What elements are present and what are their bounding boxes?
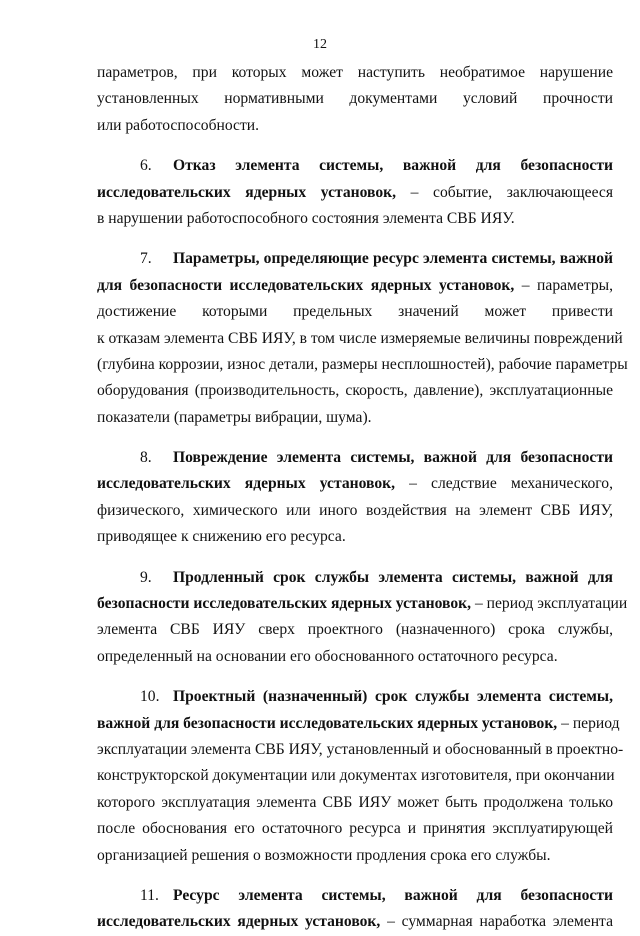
definition-8	[97, 445, 613, 551]
text-line: показатели (параметры вибрации, шума).	[97, 408, 372, 426]
text-line: приводящее к снижению его ресурса.	[97, 528, 346, 546]
term: исследовательских ядерных установок,	[97, 475, 396, 493]
text-line	[97, 591, 628, 617]
page-number: 12	[313, 37, 327, 52]
text-line	[97, 471, 613, 497]
term: исследовательских ядерных установок,	[97, 183, 397, 201]
text-line: элемента СВБ ИЯУ сверх проектного (назначенного) срока службы,	[97, 621, 613, 639]
text-line: параметров, при которых может наступить необратимое нарушение	[97, 64, 613, 81]
item-number: 6.	[140, 157, 152, 175]
item-number: 7.	[140, 250, 152, 268]
item-number: 8.	[140, 449, 152, 467]
term: Отказ элемента системы, важной для безопасности	[173, 157, 613, 175]
term: Проектный (назначенный) срок службы элемента системы,	[173, 688, 613, 706]
term: Ресурс элемента системы, важной для безопасности	[173, 886, 613, 904]
definition-9	[97, 565, 628, 671]
text-line: конструкторской документации или документах изготовителя, при окончании	[97, 767, 615, 785]
definition-7	[97, 246, 628, 431]
definition-text: – период эксплуатации	[471, 595, 628, 613]
term: для безопасности исследовательских ядерных установок,	[97, 276, 515, 294]
paragraph-continuation	[97, 60, 613, 139]
definition-text: – следствие механического,	[395, 475, 613, 493]
text-line	[97, 565, 613, 591]
text-line	[97, 246, 613, 272]
definition-text: – событие, заключающееся	[396, 183, 613, 201]
text-line: после обоснования его остаточного ресурса и принятия эксплуатирующей	[97, 820, 613, 838]
text-line	[97, 445, 613, 471]
text-line	[97, 273, 613, 299]
text-line	[97, 684, 613, 710]
text-line: оборудования (производительность, скорость, давление), эксплуатационные	[97, 382, 613, 400]
text-line: физического, химического или иного воздействия на элемент СВБ ИЯУ,	[97, 501, 613, 519]
text-line: (глубина коррозии, износ детали, размеры несплошностей), рабочие параметры	[97, 355, 628, 373]
text-line: в нарушении работоспособного состояния элемента СВБ ИЯУ.	[97, 209, 515, 227]
term: Продленный срок службы элемента системы, важной для	[173, 568, 613, 586]
term: безопасности исследовательских ядерных установок,	[97, 595, 472, 613]
text-line: или работоспособности.	[97, 116, 260, 134]
term: исследовательских ядерных установок,	[97, 913, 381, 931]
text-line: достижение которыми предельных значений может привести	[97, 303, 613, 321]
text-line	[97, 153, 613, 179]
definition-6	[97, 153, 613, 232]
text-line: установленных нормативными документами условий прочности	[97, 90, 613, 108]
text-line	[97, 180, 613, 206]
definition-text: – параметры,	[514, 276, 614, 294]
term: важной для безопасности исследовательских ядерных установок,	[97, 714, 558, 732]
definition-11	[97, 883, 613, 936]
item-number: 9.	[140, 568, 152, 586]
item-number: 11.	[140, 886, 159, 904]
term: Повреждение элемента системы, важной для безопасности	[173, 449, 613, 467]
definition-text: – суммарная наработка элемента	[380, 913, 613, 931]
text-line: которого эксплуатация элемента СВБ ИЯУ может быть продолжена только	[97, 793, 613, 811]
definition-text: – период	[557, 714, 620, 732]
text-line: эксплуатации элемента СВБ ИЯУ, установленный и обоснованный в проектно-	[97, 740, 624, 758]
text-line	[97, 883, 613, 909]
item-number: 10.	[140, 688, 160, 706]
text-line: определенный на основании его обоснованного остаточного ресурса.	[97, 647, 558, 665]
text-line	[97, 909, 613, 935]
definition-10	[97, 684, 624, 869]
term: Параметры, определяющие ресурс элемента системы, важной	[173, 250, 613, 268]
document-body	[97, 60, 628, 936]
text-line: организацией решения о возможности продления срока его службы.	[97, 846, 551, 864]
text-line: к отказам элемента СВБ ИЯУ, в том числе измеряемые величины повреждений	[97, 329, 623, 347]
text-line	[97, 711, 620, 737]
